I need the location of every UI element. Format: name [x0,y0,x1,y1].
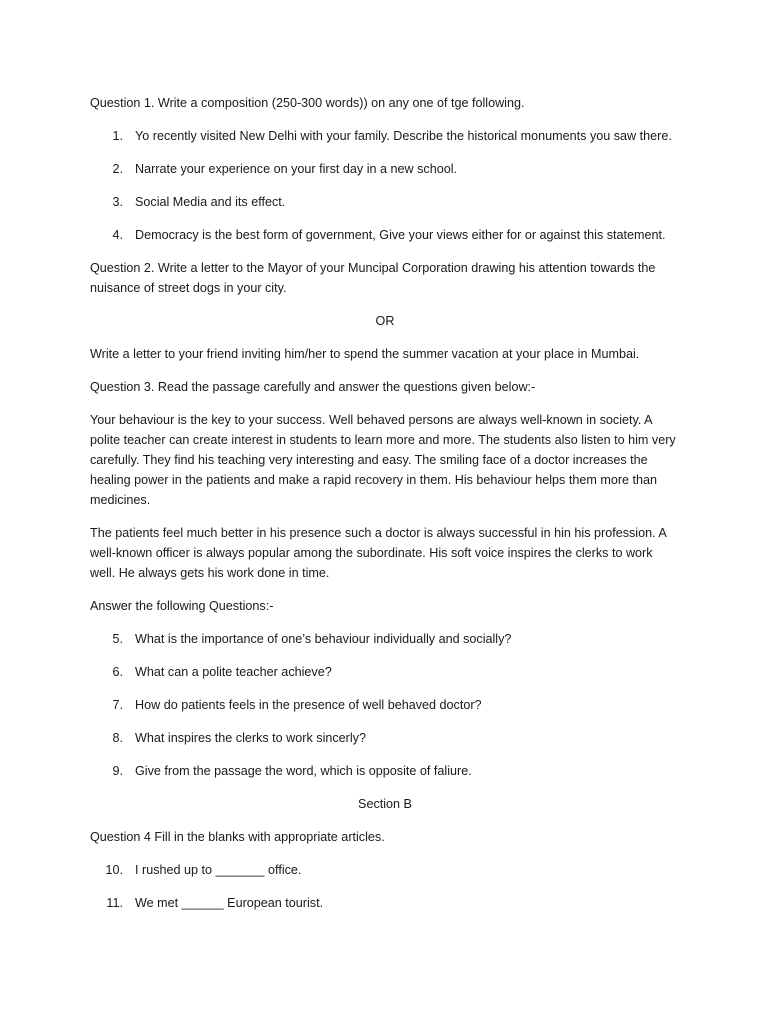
answer-heading: Answer the following Questions:- [90,599,274,613]
document-page [90,93,680,926]
or-separator: OR [375,314,395,328]
list-item [90,860,680,880]
item-text: I rushed up to _______ office. [135,863,302,877]
item-text: Democracy is the best form of government, Give your views either for or against this statement. [135,228,666,242]
question-1-options [90,126,680,245]
question-2-heading: Question 2. Write a letter to the Mayor of your Muncipal Corporation drawing his attention towards the nuisance of street dogs in your city. [90,261,656,295]
passage-paragraph-2: The patients feel much better in his presence such a doctor is always successful in hin his profession. A well-known officer is always popular among the subordinate. His soft voice inspires the clerks to work well. He always gets his work done in time. [90,526,667,580]
item-number: 7. [112,698,123,712]
question-2-alternative: Write a letter to your friend inviting him/her to spend the summer vacation at your place in Mumbai. [90,347,640,361]
list-item [90,192,680,212]
passage-paragraph-1: Your behaviour is the key to your success. Well behaved persons are always well-known in society. A polite teacher can create interest in students to learn more and more. The students also listen to him very carefully. They find his teaching very interesting and easy. The smiling face of a doctor increases the healing power in the patients and make a rapid recovery in them. His behaviour helps them more than medicines. [90,413,676,507]
item-number: 4. [112,228,123,242]
list-item [90,159,680,179]
item-number: 9. [112,764,123,778]
section-b-title: Section B [358,797,412,811]
item-number: 6. [112,665,123,679]
item-number: 8. [112,731,123,745]
list-item [90,225,680,245]
list-item [90,695,680,715]
list-item [90,728,680,748]
item-text: What inspires the clerks to work sincerly? [135,731,366,745]
question-3-list [90,629,680,781]
item-text: Yo recently visited New Delhi with your family. Describe the historical monuments you saw there. [135,129,672,143]
item-text: What can a polite teacher achieve? [135,665,332,679]
list-item [90,629,680,649]
item-number: 11. [106,896,123,910]
item-number: 2. [112,162,123,176]
list-item [90,126,680,146]
item-text: Social Media and its effect. [135,195,286,209]
item-text: How do patients feels in the presence of well behaved doctor? [135,698,482,712]
question-4-list [90,860,680,913]
item-text: Narrate your experience on your first day in a new school. [135,162,458,176]
list-item [90,893,680,913]
list-item [90,662,680,682]
item-number: 3. [112,195,123,209]
item-text: We met ______ European tourist. [135,896,324,910]
list-item [90,761,680,781]
item-text: What is the importance of one’s behaviour individually and socially? [135,632,512,646]
question-4-heading: Question 4 Fill in the blanks with appropriate articles. [90,830,385,844]
item-number: 10. [105,863,123,877]
item-text: Give from the passage the word, which is opposite of faliure. [135,764,472,778]
question-1-heading: Question 1. Write a composition (250-300 words)) on any one of tge following. [90,96,525,110]
item-number: 5. [112,632,123,646]
item-number: 1. [112,129,123,143]
question-3-heading: Question 3. Read the passage carefully and answer the questions given below:- [90,380,536,394]
